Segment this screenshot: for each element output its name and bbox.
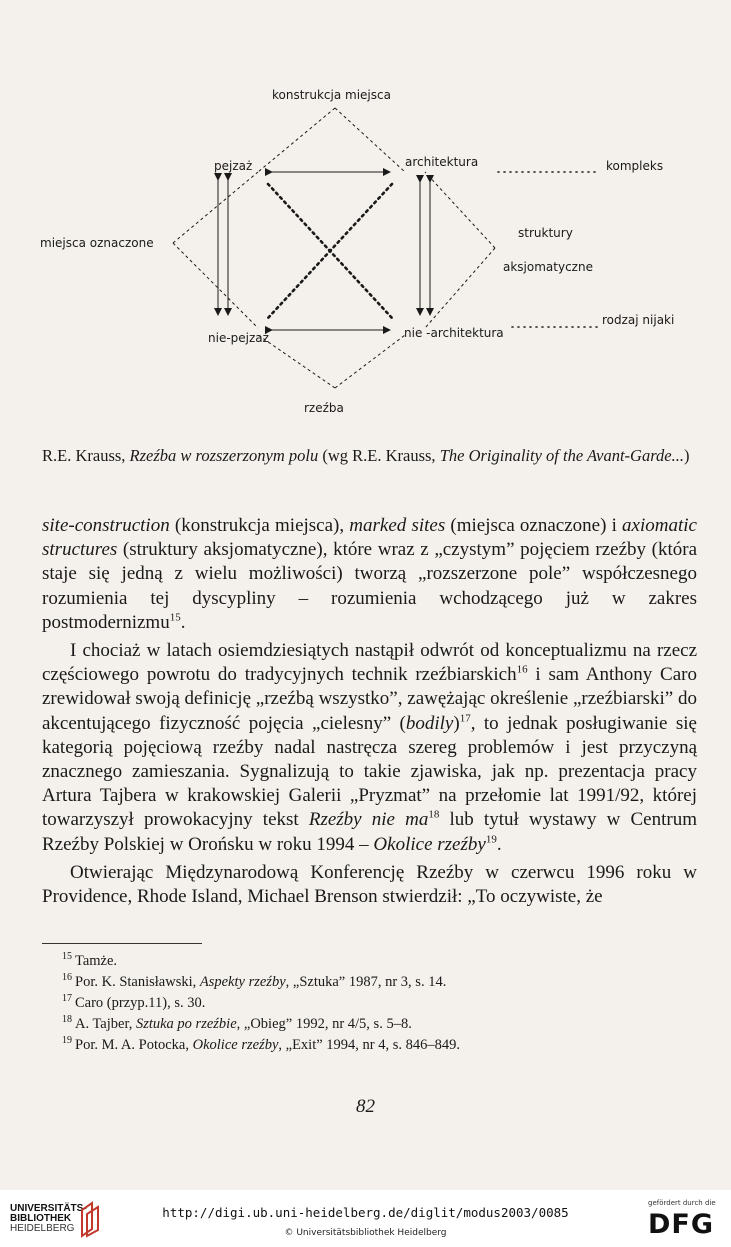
expanded-field-diagram [0, 0, 731, 430]
solid-arrows [218, 172, 430, 330]
dotted-leaders [498, 172, 598, 327]
footnote-16: $^{16}$ Por. K. Stanisławski, Aspekty rzeźby, „Sztuka” 1987, nr 3, s. 14. [62, 972, 447, 990]
paragraph-2: I chociaż w latach osiemdziesiątych nastąpił odwrót od konceptualizmu na rzecz częściowego powrotu do tradycyjnych technik rzeźbiarskich$^{16}$ i sam Anthony Caro zrewidował swoją definicję „rzeźbą wszystko”, zawężając określenie „rzeźbiarski” do akcentującego fizyczność pojęcia „cielesny” (bodily)$^{17}$, to jednak posługiwanie się kategorią pojęciową rzeźby nadal nastręcza szereg problemów i jest przyczyną znacznego zamieszania. Sygnalizują to takie zjawiska, jak np. prezentacja pracy Artura Tajbera w krakowskiej Galerii „Pryzmat” na przełomie lat 1991/92, której towarzyszył prowokacyjny tekst Rzeźby nie $ma^{18}$ lub tytuł wystawy w Centrum Rzeźby Polskiej w Orońsku w roku 1994 – Okolice rzeźby$^{19}$. [42, 640, 697, 855]
label-axiomatic: aksjomatyczne [503, 260, 593, 274]
dotted-diagonals [268, 184, 392, 318]
label-site-construction: konstrukcja miejsca [272, 88, 391, 102]
paragraph-1: site-construction (konstrukcja miejsca), marked sites (miejsca oznaczone) i axiomatic structures (struktury aksjomatyczne), które wraz z „czystym” pojęciem rzeźby (która staje się jedną z wielu możliwości) tworzą „rozszerzone pole” współczesnego rozumienia tej dyscypliny – rozumienia wchodzącego już w zakres postmodernizmu$^{15}$. [42, 515, 697, 633]
label-complex: kompleks [606, 159, 664, 173]
footnote-ref-15: 15 [169, 611, 181, 624]
label-structures: struktury [518, 226, 573, 240]
footnote-ref-18: 18 [428, 809, 440, 822]
figure-caption: R.E. Krauss, Rzeźba w rozszerzonym polu (wg R.E. Krauss, The Originality of the Avant-Garde...) [42, 446, 690, 465]
footnote-18: $^{18}$ A. Tajber, Sztuka po rzeźbie, „Obieg” 1992, nr 4/5, s. 5–8. [62, 1014, 412, 1032]
label-marked-sites: miejsca oznaczone [40, 236, 154, 250]
label-not-landscape: nie-pejzaż [208, 331, 269, 345]
funded-by-label: gefördert durch die [648, 1199, 716, 1207]
label-neuter: rodzaj nijaki [602, 313, 675, 327]
permalink-url[interactable]: http://digi.ub.uni-heidelberg.de/diglit/modus2003/0085 [162, 1205, 569, 1220]
body-text [42, 514, 697, 909]
page-number: 82 [356, 1096, 375, 1117]
label-not-architecture: nie -architektura [404, 326, 504, 340]
paragraph-3: Otwierając Międzynarodową Konferencję Rzeźby w czerwcu 1996 roku w Providence, Rhode Island, Michael Brenson stwierdził: „To oczywiste, że [42, 861, 697, 908]
footnote-ref-16: 16 [516, 663, 528, 676]
label-architecture: architektura [405, 155, 479, 169]
footnotes [62, 951, 692, 1056]
footnote-ref-17: 17 [459, 712, 471, 725]
copyright-notice: © Universitätsbibliothek Heidelberg [284, 1228, 447, 1238]
footnote-17: $^{17}$ Caro (przyp.11), s. 30. [62, 993, 206, 1011]
footnote-15: $^{15}$ Tamże. [62, 951, 118, 969]
label-landscape: pejzaż [214, 159, 253, 173]
footnote-19: $^{19}$ Por. M. A. Potocka, Okolice rzeźby, „Exit” 1994, nr 4, s. 846–849. [62, 1035, 461, 1053]
footnote-ref-19: 19 [485, 833, 497, 846]
dfg-logo[interactable]: DFG [648, 1209, 715, 1240]
label-sculpture: rzeźba [304, 401, 344, 415]
library-logo[interactable]: UNIVERSITÄTS- BIBLIOTHEK HEIDELBERG [10, 1203, 87, 1234]
footnote-divider [42, 943, 202, 944]
